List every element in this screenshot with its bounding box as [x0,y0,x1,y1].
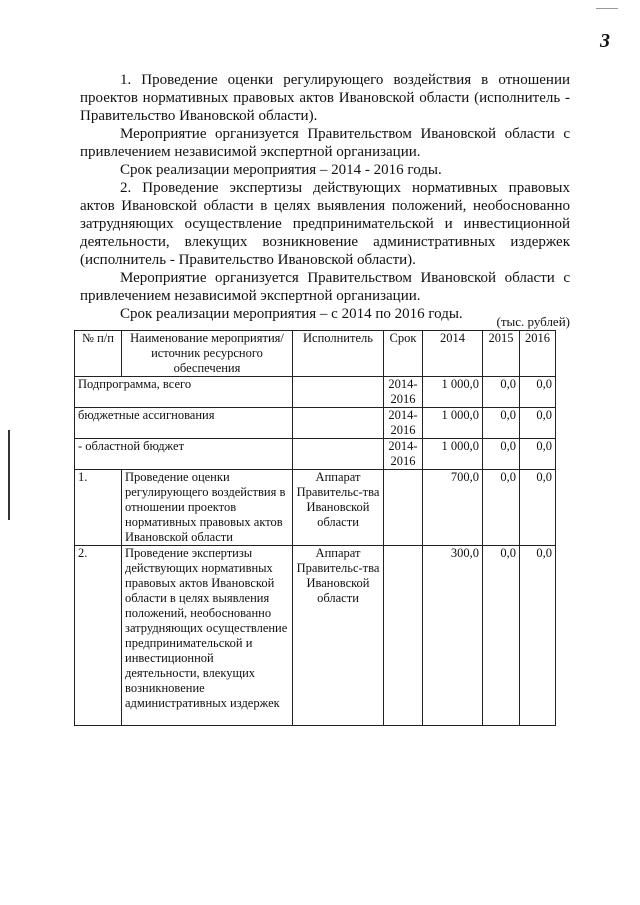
paragraph: Мероприятие организуется Правительством Ивановской области с привлечением независимой экспертной организации. [80,126,570,160]
row-name: Проведение экспертизы действующих нормативных правовых актов Ивановской области в целях выявления положений, необоснованно затрудняющих осуществление предпринимательской и инвестиционной деятельности, влекущих возникновение административных издержек [122,546,293,726]
paragraph: Мероприятие организуется Правительством Ивановской области с привлечением независимой экспертной организации. [80,270,570,304]
row-term: 2014-2016 [384,408,423,439]
header-num: № п/п [75,331,122,377]
row-2014: 1 000,0 [423,377,483,408]
row-2016: 0,0 [520,377,556,408]
row-executor [293,439,384,470]
header-name: Наименование мероприятия/ источник ресурсного обеспечения [122,331,293,377]
row-executor [293,408,384,439]
units-label: (тыс. рублей) [496,314,570,329]
row-2014: 1 000,0 [423,439,483,470]
table-header [75,331,556,377]
row-2015: 0,0 [483,408,520,439]
document-body [80,71,570,323]
row-2016: 0,0 [520,439,556,470]
row-2014: 700,0 [423,470,483,546]
table-row [75,377,556,408]
row-term: 2014-2016 [384,439,423,470]
paragraph: 1. Проведение оценки регулирующего воздействия в отношении проектов нормативных правовых актов Ивановской области (исполнитель - Правительство Ивановской области). [80,72,570,124]
row-executor: Аппарат Правительс-тва Ивановской области [293,546,384,726]
row-num: 2. [75,546,122,726]
row-2015: 0,0 [483,470,520,546]
row-2015: 0,0 [483,546,520,726]
header-executor: Исполнитель [293,331,384,377]
table-row [75,546,556,726]
row-2015: 0,0 [483,439,520,470]
row-2016: 0,0 [520,546,556,726]
row-term [384,546,423,726]
table-row [75,439,556,470]
row-term: 2014-2016 [384,377,423,408]
row-2015: 0,0 [483,377,520,408]
header-2014: 2014 [423,331,483,377]
row-term [384,470,423,546]
header-2015: 2015 [483,331,520,377]
scan-mark [596,8,618,9]
row-2014: 1 000,0 [423,408,483,439]
header-term: Срок [384,331,423,377]
row-num: 1. [75,470,122,546]
page-number: 3 [600,30,610,52]
row-name: Проведение оценки регулирующего воздействия в отношении проектов нормативных правовых актов Ивановской области [122,470,293,546]
row-label: - областной бюджет [75,439,293,470]
row-2016: 0,0 [520,408,556,439]
scan-margin-line [8,430,10,520]
row-2014: 300,0 [423,546,483,726]
table-row [75,408,556,439]
paragraph: Срок реализации мероприятия – 2014 - 2016 годы. [120,162,442,178]
row-executor [293,377,384,408]
row-executor: Аппарат Правительс-тва Ивановской области [293,470,384,546]
paragraph: 2. Проведение экспертизы действующих нормативных правовых актов Ивановской области в целях выявления положений, необоснованно затрудняющих осуществление предпринимательской и инвестиционной деятельности, влекущих возникновение административных издержек (исполнитель - Правительство Ивановской области). [80,180,570,268]
row-2016: 0,0 [520,470,556,546]
header-2016: 2016 [520,331,556,377]
row-label: Подпрограмма, всего [75,377,293,408]
paragraph: Срок реализации мероприятия – с 2014 по 2016 годы. [120,306,463,322]
table-row [75,470,556,546]
row-label: бюджетные ассигнования [75,408,293,439]
funding-table [74,330,556,726]
